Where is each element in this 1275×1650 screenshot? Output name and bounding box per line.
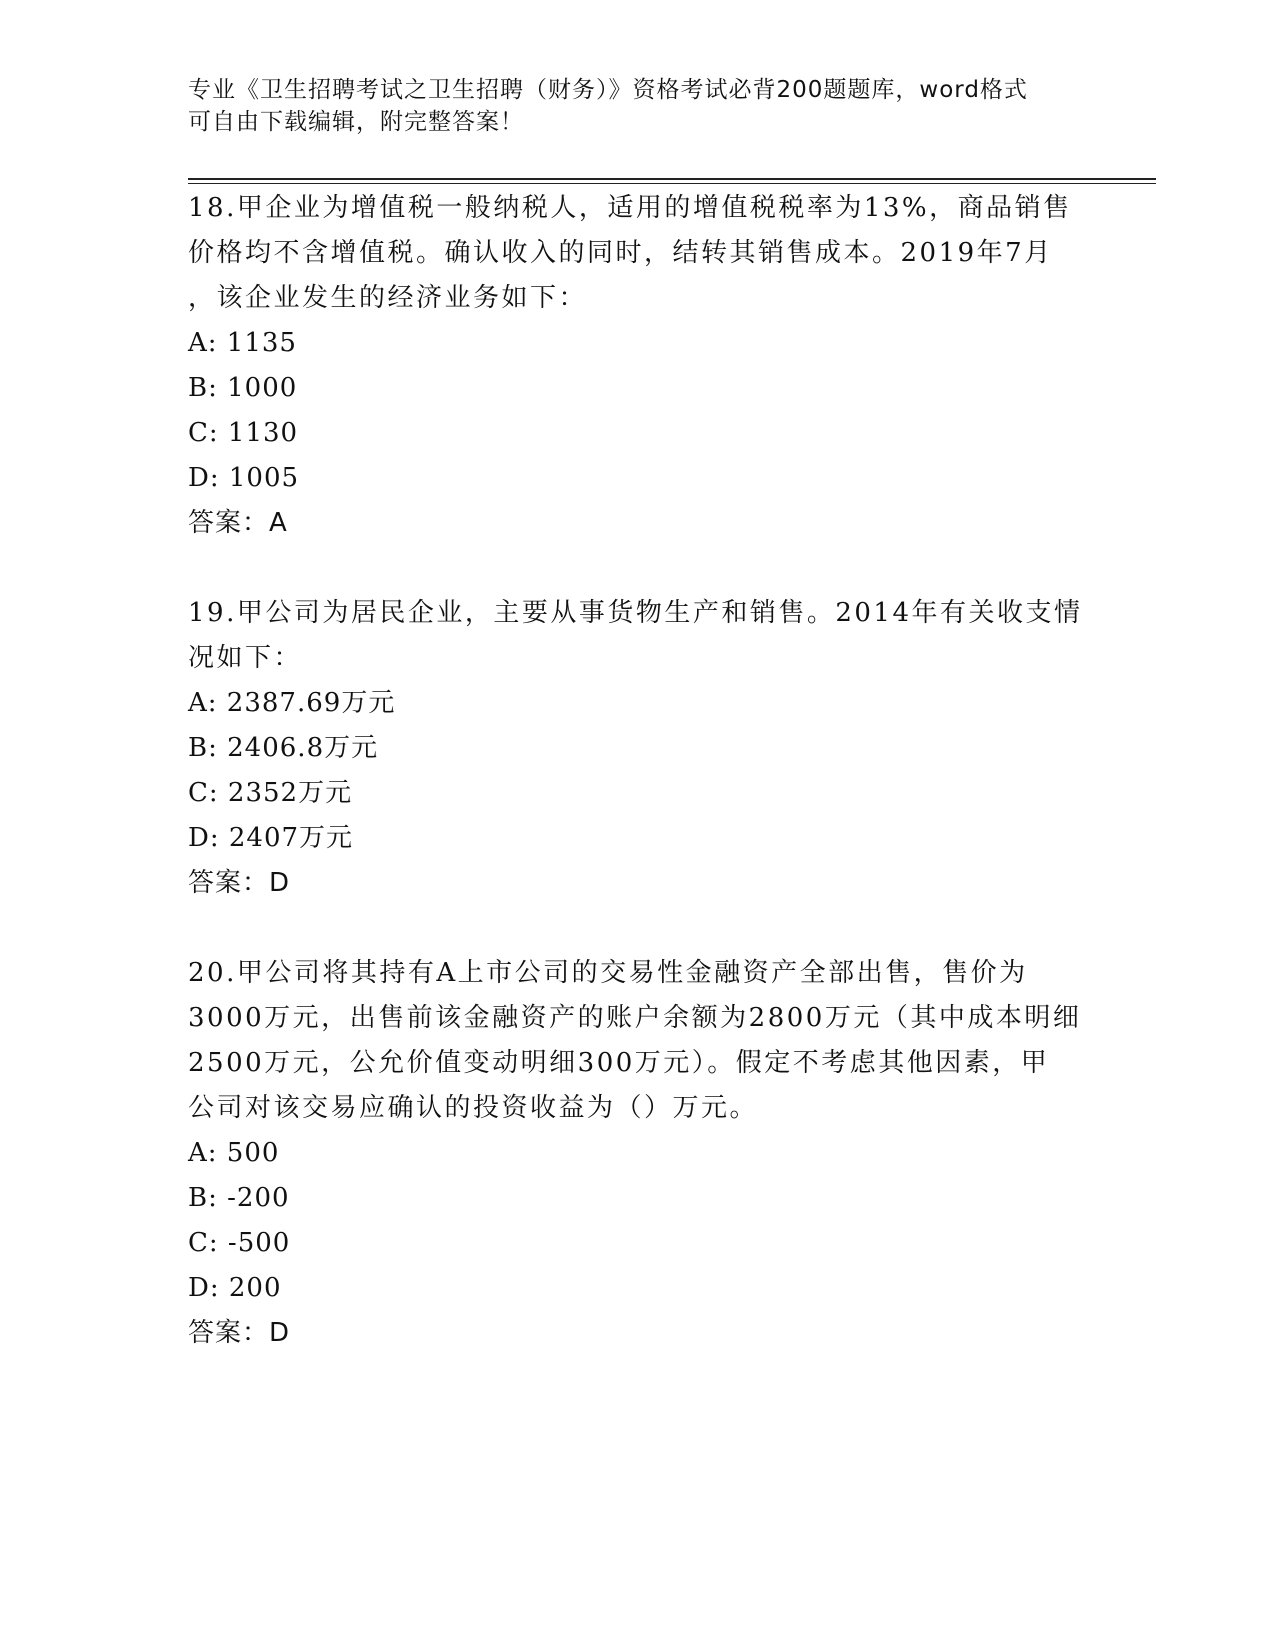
answer-line: 答案：D	[188, 1318, 291, 1348]
header-line-1: 专业《卫生招聘考试之卫生招聘（财务）》资格考试必背200题题库，word格式	[188, 77, 1028, 103]
question-stem-line: 18.甲企业为增值税一般纳税人，适用的增值税税率为13%，商品销售	[188, 193, 1072, 223]
question-19	[188, 591, 1088, 906]
header-divider-thick	[188, 178, 1156, 180]
question-stem-line: 19.甲公司为居民企业，主要从事货物生产和销售。2014年有关收支情	[188, 598, 1083, 628]
question-stem-line: 20.甲公司将其持有A上市公司的交易性金融资产全部出售，售价为	[188, 958, 1028, 988]
header-divider-thin	[188, 183, 1156, 184]
question-18	[188, 186, 1088, 546]
option-c: C: 2352万元	[188, 778, 353, 808]
answer-line: 答案：D	[188, 868, 291, 898]
option-b: B: 1000	[188, 373, 298, 403]
question-stem-line: 2500万元，公允价值变动明细300万元）。假定不考虑其他因素，甲	[188, 1048, 1050, 1078]
option-a: A: 500	[188, 1138, 280, 1168]
option-a: A: 1135	[188, 328, 297, 358]
option-a: A: 2387.69万元	[188, 688, 396, 718]
option-d: D: 1005	[188, 463, 300, 493]
answer-line: 答案：A	[188, 508, 288, 538]
option-c: C: -500	[188, 1228, 291, 1258]
option-d: D: 200	[188, 1273, 282, 1303]
option-d: D: 2407万元	[188, 823, 354, 853]
option-b: B: 2406.8万元	[188, 733, 379, 763]
question-stem-line: ，该企业发生的经济业务如下：	[188, 283, 588, 313]
header-line-2: 可自由下载编辑，附完整答案！	[188, 109, 524, 135]
document-header	[188, 74, 1068, 138]
question-stem-line: 价格均不含增值税。确认收入的同时，结转其销售成本。2019年7月	[188, 238, 1053, 268]
question-stem-line: 3000万元，出售前该金融资产的账户余额为2800万元（其中成本明细	[188, 1003, 1082, 1033]
option-c: C: 1130	[188, 418, 299, 448]
question-stem-line: 公司对该交易应确认的投资收益为（）万元。	[188, 1093, 759, 1123]
option-b: B: -200	[188, 1183, 290, 1213]
question-20	[188, 951, 1088, 1356]
question-stem-line: 况如下：	[188, 643, 303, 673]
